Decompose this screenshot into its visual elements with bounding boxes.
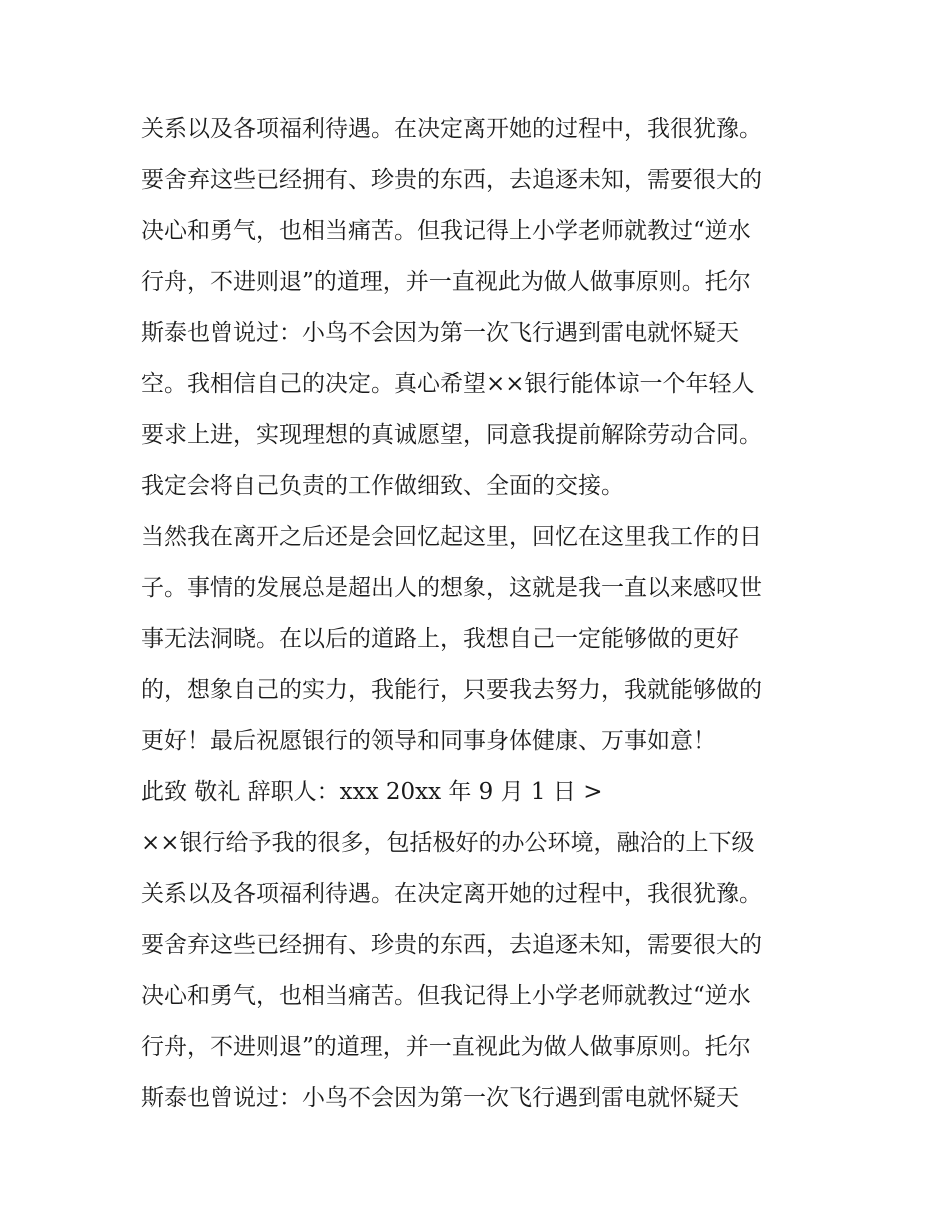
text-line-18: 决心和勇气，也相当痛苦。但我记得上小学老师就教过“逆水 [141,983,751,1009]
text-line-10: 子。事情的发展总是超出人的想象，这就是我一直以来感叹世 [141,575,762,601]
text-line-16: 关系以及各项福利待遇。在决定离开她的过程中，我很犹豫。 [141,881,762,907]
text-line-1: 关系以及各项福利待遇。在决定离开她的过程中，我很犹豫。 [141,116,762,142]
text-line-13: 更好！最后祝愿银行的领导和同事身体健康、万事如意！ [141,728,716,754]
text-line-7: 要求上进，实现理想的真诚愿望，同意我提前解除劳动合同。 [141,422,762,448]
text-line-5: 斯泰也曾说过：小鸟不会因为第一次飞行遇到雷电就怀疑天 [141,320,739,346]
document-body [141,104,821,1124]
text-line-11: 事无法洞晓。在以后的道路上，我想自己一定能够做的更好 [141,626,739,652]
text-line-9: 当然我在离开之后还是会回忆起这里，回忆在这里我工作的日 [141,524,762,550]
text-line-20: 斯泰也曾说过：小鸟不会因为第一次飞行遇到雷电就怀疑天 [141,1085,739,1111]
text-line-8: 我定会将自己负责的工作做细致、全面的交接。 [141,473,624,499]
text-line-4: 行舟，不进则退”的道理，并一直视此为做人做事原则。托尔 [141,269,751,295]
text-line-15: ××银行给予我的很多，包括极好的办公环境，融洽的上下级 [141,830,755,856]
text-line-3: 决心和勇气，也相当痛苦。但我记得上小学老师就教过“逆水 [141,218,751,244]
text-line-12: 的，想象自己的实力，我能行，只要我去努力，我就能够做的 [141,677,762,703]
text-line-19: 行舟，不进则退”的道理，并一直视此为做人做事原则。托尔 [141,1034,751,1060]
text-line-2: 要舍弃这些已经拥有、珍贵的东西，去追逐未知，需要很大的 [141,167,762,193]
signature-line: 此致 敬礼 辞职人：xxx 20xx 年 9 月 1 日 > [141,779,603,805]
text-line-6: 空。我相信自己的决定。真心希望××银行能体谅一个年轻人 [141,371,755,397]
text-line-17: 要舍弃这些已经拥有、珍贵的东西，去追逐未知，需要很大的 [141,932,762,958]
